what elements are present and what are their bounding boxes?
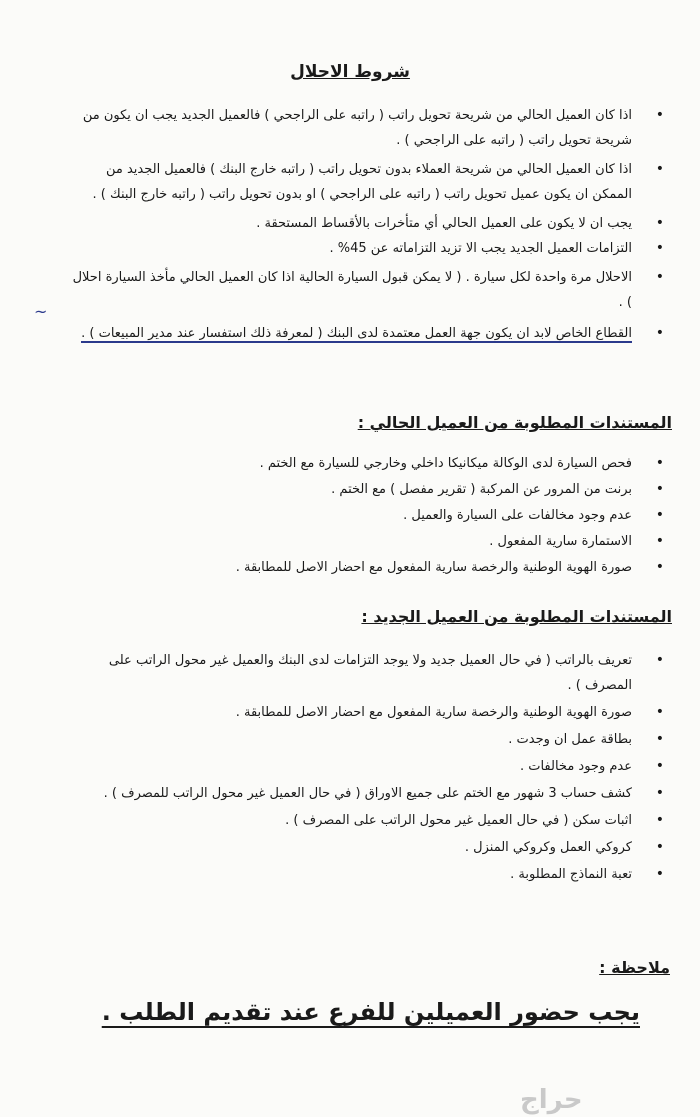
watermark-logo: حراج <box>520 1085 583 1115</box>
bullet-icon: • <box>655 240 664 256</box>
bullet-icon: • <box>655 812 664 828</box>
list-item: • التزامات العميل الجديد يجب الا تزيد التزاماته عن 45% . <box>72 236 672 261</box>
bullet-icon: • <box>655 731 664 747</box>
list-item: • الاستمارة سارية المفعول . <box>72 529 672 554</box>
current-docs-list <box>72 451 672 580</box>
list-item: • اثبات سكن ( في حال العميل غير محول الراتب على المصرف ) . <box>72 808 672 833</box>
list-item: • عدم وجود مخالفات على السيارة والعميل . <box>72 503 672 528</box>
bullet-icon: • <box>655 507 664 523</box>
bullet-icon: • <box>655 785 664 801</box>
bullet-icon: • <box>655 758 664 774</box>
list-item: • كشف حساب 3 شهور مع الختم على جميع الاوراق ( في حال العميل غير محول الراتب للمصرف ) . <box>72 781 672 806</box>
bullet-icon: • <box>655 107 664 123</box>
page-title: شروط الاحلال <box>290 62 410 82</box>
list-item: • صورة الهوية الوطنية والرخصة سارية المفعول مع احضار الاصل للمطابقة . <box>72 700 672 725</box>
bullet-icon: • <box>655 325 664 341</box>
final-note: يجب حضور العميلين للفرع عند تقديم الطلب . <box>101 998 640 1026</box>
bullet-icon: • <box>655 533 664 549</box>
bullet-icon: • <box>655 215 664 231</box>
list-item: • كروكي العمل وكروكي المنزل . <box>72 835 672 860</box>
list-item: • يجب ان لا يكون على العميل الحالي أي متأخرات بالأقساط المستحقة . <box>72 211 672 236</box>
list-item: • برنت من المرور عن المركبة ( تقرير مفصل ) مع الختم . <box>72 477 672 502</box>
bullet-icon: • <box>655 269 664 285</box>
bullet-icon: • <box>655 481 664 497</box>
bullet-icon: • <box>655 455 664 471</box>
new-docs-list <box>72 648 672 887</box>
conditions-list <box>72 103 672 346</box>
note-label: ملاحظة : <box>599 958 670 977</box>
list-item: • الاحلال مرة واحدة لكل سيارة . ( لا يمكن قبول السيارة الحالية اذا كان العميل الحالي مأخذ السيارة احلال ) . <box>72 265 672 315</box>
bullet-icon: • <box>655 652 664 668</box>
list-item: • عدم وجود مخالفات . <box>72 754 672 779</box>
bullet-icon: • <box>655 161 664 177</box>
list-item: • تعبة النماذج المطلوبة . <box>72 862 672 887</box>
list-item: • اذا كان العميل الحالي من شريحة العملاء بدون تحويل راتب ( راتبه خارج البنك ) فالعميل الجديد من الممكن ان يكون عميل تحويل راتب ( راتبه على الراجحي ) او بدون تحويل راتب ( راتبه خارج البنك ) . <box>72 157 672 207</box>
list-item: • فحص السيارة لدى الوكالة ميكانيكا داخلي وخارجي للسيارة مع الختم . <box>72 451 672 476</box>
list-item: • القطاع الخاص لابد ان يكون جهة العمل معتمدة لدى البنك ( لمعرفة ذلك استفسار عند مدير المبيعات ) . <box>72 321 672 346</box>
current-client-heading: المستندات المطلوبة من العميل الحالي : <box>357 413 672 432</box>
list-item: • بطاقة عمل ان وجدت . <box>72 727 672 752</box>
bullet-icon: • <box>655 866 664 882</box>
handwritten-mark: ~ <box>34 302 48 321</box>
new-client-heading: المستندات المطلوبة من العميل الجديد : <box>361 607 672 626</box>
list-item: • صورة الهوية الوطنية والرخصة سارية المفعول مع احضار الاصل للمطابقة . <box>72 555 672 580</box>
bullet-icon: • <box>655 559 664 575</box>
bullet-icon: • <box>655 704 664 720</box>
bullet-icon: • <box>655 839 664 855</box>
list-item: • اذا كان العميل الحالي من شريحة تحويل راتب ( راتبه على الراجحي ) فالعميل الجديد يجب ان يكون من شريحة تحويل راتب ( راتبه على الراجحي ) . <box>72 103 672 153</box>
list-item: • تعريف بالراتب ( في حال العميل جديد ولا يوجد التزامات لدى البنك والعميل غير محول الراتب على المصرف ) . <box>72 648 672 698</box>
